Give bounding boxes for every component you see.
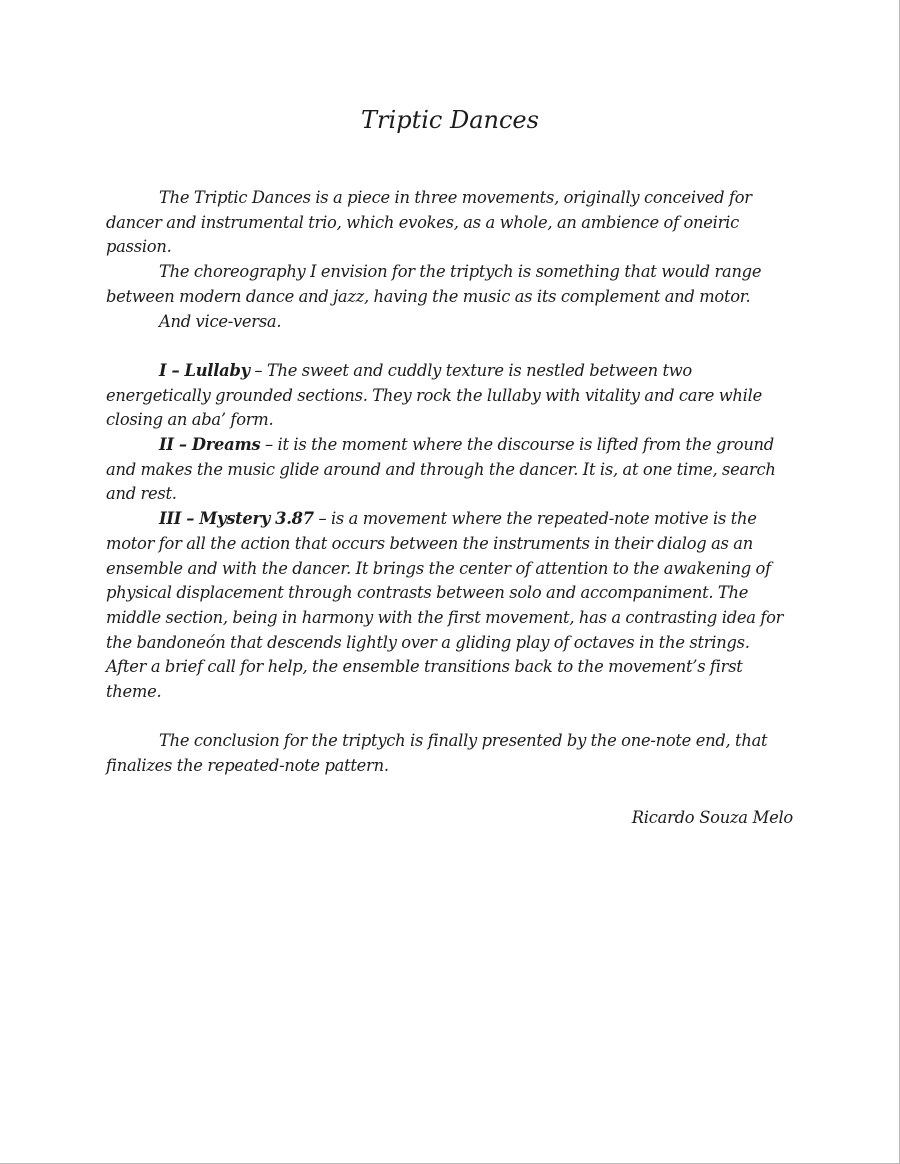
movement-paragraph-3 — [106, 507, 792, 705]
movement-paragraph-1 — [106, 359, 792, 433]
paragraph-spacer — [106, 705, 792, 730]
movement-title-mystery: III – Mystery 3.87 — [159, 509, 314, 529]
movement-title-lullaby: I – Lullaby — [159, 360, 250, 380]
movement-title-dreams: II – Dreams — [159, 435, 261, 455]
movement-text-mystery: – is a movement where the repeated-note motive is the motor for all the action that occurs between the instruments in their dialog as an ensemble and with the dancer. It brings the center of attention to the awakening of physical displacement through contrasts between solo and accompaniment. The middle section, being in harmony with the first movement, has a contrasting idea for the bandoneón that descends lightly over a gliding play of octaves in the strings. After a brief call for help, the ensemble transitions back to the movement’s first theme. — [106, 509, 784, 702]
conclusion-paragraph: The conclusion for the triptych is finally presented by the one-note end, that finalizes the repeated-note pattern. — [106, 731, 768, 776]
intro-paragraph-3: And vice-versa. — [159, 311, 282, 331]
page-title: Triptic Dances — [361, 106, 539, 134]
intro-paragraph-1: The Triptic Dances is a piece in three movements, originally conceived for dancer and instrumental trio, which evokes, as a whole, an ambience of oneiric passion. — [106, 188, 752, 257]
movement-text-lullaby: – The sweet and cuddly texture is nestled between two energetically grounded sections. They rock the lullaby with vitality and care while closing an aba’ form. — [106, 360, 762, 430]
paragraph-spacer — [106, 334, 792, 359]
movement-text-dreams: – it is the moment where the discourse is lifted from the ground and makes the music glide around and through the dancer. It is, at one time, search and rest. — [106, 435, 776, 504]
intro-paragraph-2: The choreography I envision for the triptych is something that would range between modern dance and jazz, having the music as its complement and motor. — [106, 262, 762, 306]
movement-paragraph-2 — [106, 433, 792, 507]
document-body — [106, 186, 792, 779]
author-signature: Ricardo Souza Melo — [631, 808, 793, 827]
